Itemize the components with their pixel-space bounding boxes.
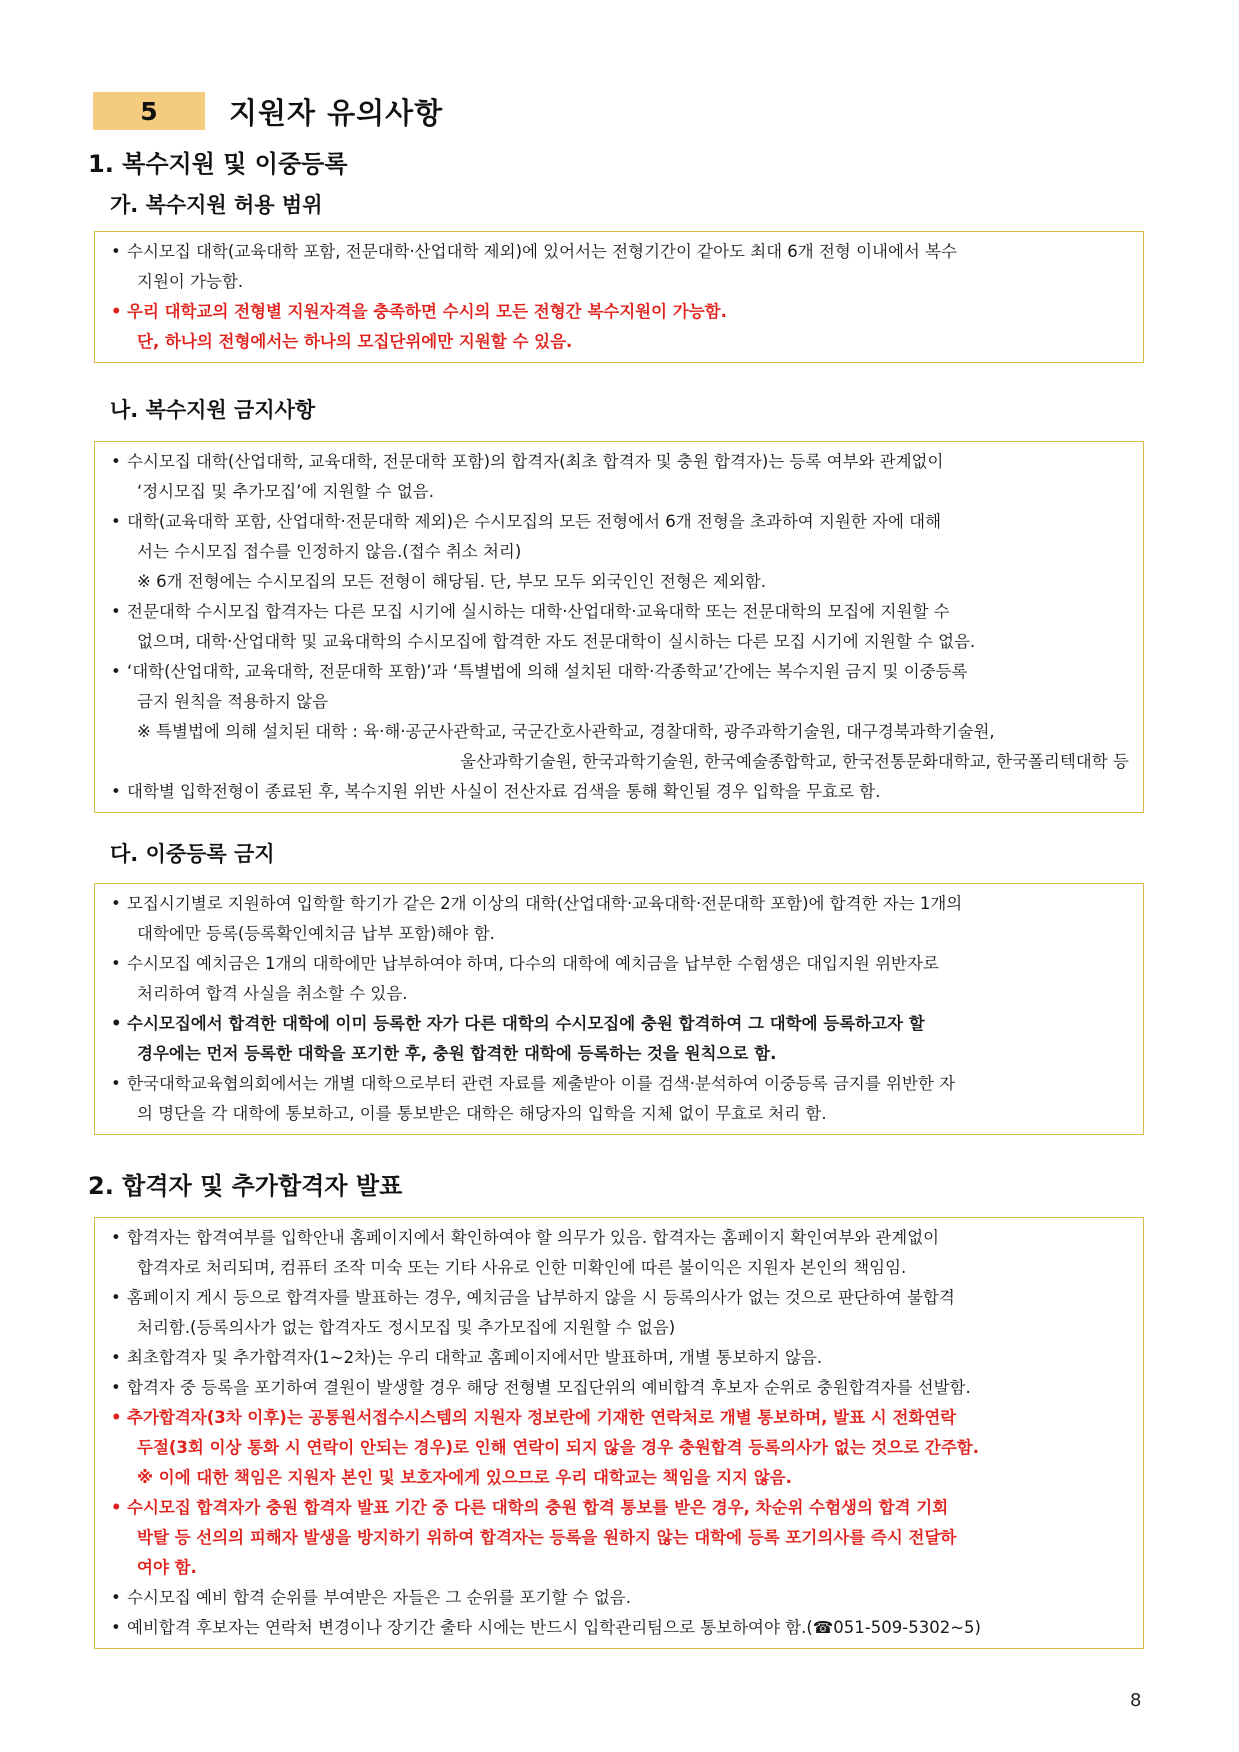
list-item-highlight: • 우리 대학교의 전형별 지원자격을 충족하면 수시의 모든 전형간 복수지원이 가능함. [105, 297, 1133, 327]
list-item-continuation: 합격자로 처리되며, 컴퓨터 조작 미숙 또는 기타 사유로 인한 미확인에 따른 불이익은 지원자 본인의 책임임. [137, 1258, 907, 1277]
list-item: • 전문대학 수시모집 합격자는 다른 모집 시기에 실시하는 대학·산업대학·교육대학 또는 전문대학의 모집에 지원할 수 [105, 597, 1133, 627]
list-item: • 최초합격자 및 추가합격자(1~2차)는 우리 대학교 홈페이지에서만 발표하며, 개별 통보하지 않음. [105, 1343, 1133, 1373]
list-item-continuation: 서는 수시모집 접수를 인정하지 않음.(접수 취소 처리) [137, 542, 522, 561]
list-item-continuation: 의 명단을 각 대학에 통보하고, 이를 통보받은 대학은 해당자의 입학을 지체 없이 무효로 처리 함. [137, 1104, 827, 1123]
list-item-continuation: 처리하여 합격 사실을 취소할 수 있음. [137, 984, 408, 1003]
list-item-continuation: 지원이 가능함. [137, 272, 244, 291]
list-item: • 홈페이지 게시 등으로 합격자를 발표하는 경우, 예치금을 납부하지 않을 시 등록의사가 없는 것으로 판단하여 불합격 [105, 1283, 1133, 1313]
section-header [93, 91, 443, 131]
subheading-prohibitions: 나. 복수지원 금지사항 [110, 398, 316, 422]
list-item-continuation: ‘정시모집 및 추가모집’에 지원할 수 없음. [137, 482, 434, 501]
heading-announcement: 2. 합격자 및 추가합격자 발표 [88, 1172, 403, 1200]
list-item-continuation: 경우에는 먼저 등록한 대학을 포기한 후, 충원 합격한 대학에 등록하는 것을 원칙으로 함. [137, 1044, 777, 1063]
note-text: ※ 특별법에 의해 설치된 대학 : 육·해·공군사관학교, 국군간호사관학교, 경찰대학, 광주과학기술원, 대구경북과학기술원, [137, 722, 995, 741]
page-number: 8 [1130, 1690, 1142, 1711]
list-item: • 예비합격 후보자는 연락처 변경이나 장기간 출타 시에는 반드시 입학관리팀으로 통보하여야 함.(☎051-509-5302~5) [105, 1613, 1133, 1643]
list-item: • 수시모집 예치금은 1개의 대학에만 납부하여야 하며, 다수의 대학에 예치금을 납부한 수험생은 대입지원 위반자로 [105, 949, 1133, 979]
list-item-continuation: 금지 원칙을 적용하지 않음 [137, 692, 329, 711]
subheading-allowed-scope: 가. 복수지원 허용 범위 [110, 193, 323, 217]
list-item: • 합격자 중 등록을 포기하여 결원이 발생할 경우 해당 전형별 모집단위의 예비합격 후보자 순위로 충원합격자를 선발함. [105, 1373, 1133, 1403]
box-prohibitions [94, 441, 1144, 813]
list-item-continuation: 없으며, 대학·산업대학 및 교육대학의 수시모집에 합격한 자도 전문대학이 실시하는 다른 모집 시기에 지원할 수 없음. [137, 632, 976, 651]
list-item: • 대학별 입학전형이 종료된 후, 복수지원 위반 사실이 전산자료 검색을 통해 확인될 경우 입학을 무효로 함. [105, 777, 1133, 807]
list-item: • 대학(교육대학 포함, 산업대학·전문대학 제외)은 수시모집의 모든 전형에서 6개 전형을 초과하여 지원한 자에 대해 [105, 507, 1133, 537]
section-title: 지원자 유의사항 [229, 95, 444, 130]
note-text: ※ 6개 전형에는 수시모집의 모든 전형이 해당됨. 단, 부모 모두 외국인인 전형은 제외함. [137, 572, 766, 591]
box-allowed-scope [94, 231, 1144, 363]
list-item: • 수시모집 대학(교육대학 포함, 전문대학·산업대학 제외)에 있어서는 전형기간이 같아도 최대 6개 전형 이내에서 복수 [105, 237, 1133, 267]
list-item-continuation: 대학에만 등록(등록확인예치금 납부 포함)해야 함. [137, 924, 495, 943]
list-item-continuation: 두절(3회 이상 통화 시 연락이 안되는 경우)로 인해 연락이 되지 않을 경우 충원합격 등록의사가 없는 것으로 간주함. [137, 1438, 979, 1457]
list-item-continuation: 처리함.(등록의사가 없는 합격자도 정시모집 및 추가모집에 지원할 수 없음) [137, 1318, 676, 1337]
list-item-highlight: • 수시모집 합격자가 충원 합격자 발표 기간 중 다른 대학의 충원 합격 통보를 받은 경우, 차순위 수험생의 합격 기회 [105, 1493, 1133, 1523]
list-item: • 모집시기별로 지원하여 입학할 학기가 같은 2개 이상의 대학(산업대학·교육대학·전문대학 포함)에 합격한 자는 1개의 [105, 889, 1133, 919]
list-item-continuation: 여야 함. [137, 1558, 197, 1577]
heading-multiple-application: 1. 복수지원 및 이중등록 [88, 150, 348, 178]
list-item-bold: • 수시모집에서 합격한 대학에 이미 등록한 자가 다른 대학의 수시모집에 충원 합격하여 그 대학에 등록하고자 할 [105, 1009, 1133, 1039]
list-item-continuation: 단, 하나의 전형에서는 하나의 모집단위에만 지원할 수 있음. [137, 332, 573, 351]
list-item: • 합격자는 합격여부를 입학안내 홈페이지에서 확인하여야 할 의무가 있음. 합격자는 홈페이지 확인여부와 관계없이 [105, 1223, 1133, 1253]
note-continuation: 울산과학기술원, 한국과학기술원, 한국예술종합학교, 한국전통문화대학교, 한국폴리텍대학 등 [460, 752, 1129, 771]
section-number: 5 [93, 92, 205, 130]
list-item-continuation: 박탈 등 선의의 피해자 발생을 방지하기 위하여 합격자는 등록을 원하지 않는 대학에 등록 포기의사를 즉시 전달하 [137, 1528, 957, 1547]
list-item: • 수시모집 예비 합격 순위를 부여받은 자들은 그 순위를 포기할 수 없음. [105, 1583, 1133, 1613]
box-double-registration [94, 883, 1144, 1135]
list-item: • 수시모집 대학(산업대학, 교육대학, 전문대학 포함)의 합격자(최초 합격자 및 충원 합격자)는 등록 여부와 관계없이 [105, 447, 1133, 477]
list-item: • 한국대학교육협의회에서는 개별 대학으로부터 관련 자료를 제출받아 이를 검색·분석하여 이중등록 금지를 위반한 자 [105, 1069, 1133, 1099]
note-text-highlight: ※ 이에 대한 책임은 지원자 본인 및 보호자에게 있으므로 우리 대학교는 책임을 지지 않음. [137, 1468, 792, 1487]
list-item-highlight: • 추가합격자(3차 이후)는 공통원서접수시스템의 지원자 정보란에 기재한 연락처로 개별 통보하며, 발표 시 전화연락 [105, 1403, 1133, 1433]
subheading-double-registration: 다. 이중등록 금지 [110, 842, 275, 866]
list-item: • ‘대학(산업대학, 교육대학, 전문대학 포함)’과 ‘특별법에 의해 설치된 대학·각종학교’간에는 복수지원 금지 및 이중등록 [105, 657, 1133, 687]
box-announcement [94, 1217, 1144, 1649]
